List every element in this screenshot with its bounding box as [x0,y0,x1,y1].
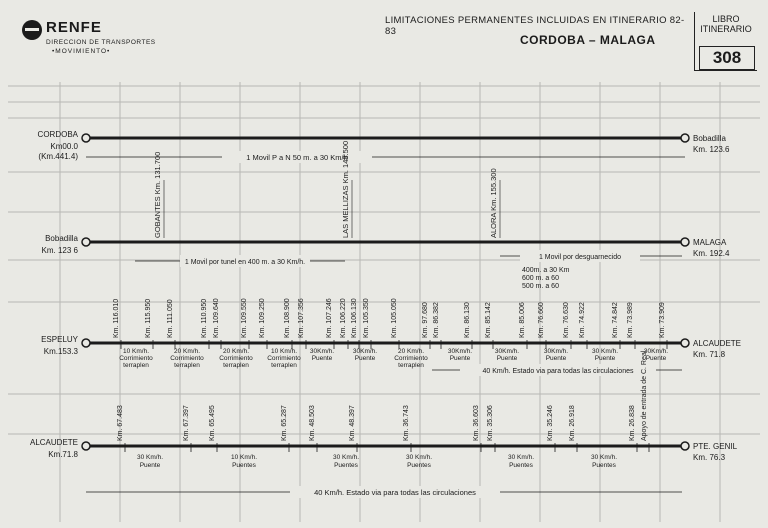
station-end-name: Bobadilla [693,134,726,143]
kilometer-post-label: Km. 35.306 [487,405,494,441]
route-title: CORDOBA – MALAGA [520,33,656,47]
section-note: 1 Movil por desguarnecido [538,254,622,261]
speed-limit: 10 Km/h. [122,348,150,355]
speed-reason: Puente [449,355,471,362]
kilometer-post-label: Km. 36.743 [403,405,410,441]
kilometer-post-label: Km. 65.287 [281,405,288,441]
speed-reason-2: terraplen [123,362,149,369]
kilometer-post-label: Km. 74.842 [612,302,619,338]
speed-limit: 30 Km/h. [590,454,618,461]
kilometer-post-label: Km. 76.660 [538,302,545,338]
speed-reason: Puente [354,355,376,362]
speed-reason: Puentes [334,462,358,469]
speed-reason: Corrimiento [119,355,153,362]
speed-limit: 30 Km/h. [405,454,433,461]
kilometer-post-label: Km. 86.130 [464,302,471,338]
book-label-2: ITINERARIO [700,24,752,34]
speed-reason-2: terraplen [398,362,424,369]
section-note: 40 Km/h. Estado via para todas las circulaciones [314,488,476,497]
speed-reason: Puente [496,355,518,362]
station-end-name: MALAGA [693,238,727,247]
kilometer-post-label: Km. 67.483 [117,405,124,441]
speed-reason: Puente [645,355,667,362]
station-marker-end [681,134,689,142]
station-start-km: Km.71.8 [48,450,78,459]
section-note: 1 Movil P a N 50 m. a 30 Km/h [246,153,348,162]
kilometer-post-label: Km. 26.838 [629,405,636,441]
station-start-km: Km.153.3 [43,347,78,356]
station-end-name: ALCAUDETE [693,339,742,348]
speed-limit: 30Km/h. [494,348,520,355]
speed-limit: 30Km/h. [643,348,669,355]
speed-limit: 10 Km/h. [230,454,258,461]
speed-reason: Corrimiento [267,355,301,362]
speed-reason: Corrimiento [394,355,428,362]
speed-reason: Puentes [232,462,256,469]
kilometer-post-label: Km. 85.006 [519,302,526,338]
kilometer-post-label: Km. 105.350 [363,298,370,338]
speed-limit: 20 Km/h. [173,348,201,355]
kilometer-post-label: Km. 36.603 [473,405,480,441]
speed-limit: 30Km/h. [309,348,335,355]
kilometer-post-label: Km. 85.142 [485,302,492,338]
speed-reason: Puente [594,355,616,362]
brand-name: RENFE [46,19,102,36]
section-note: 40 Km/h. Estado via para todas las circulaciones [482,368,634,375]
speed-limit-detail: 600 m. a 60 [522,275,559,282]
speed-limit: 20 Km/h. [222,348,250,355]
speed-limit: 30 Km/h. [332,454,360,461]
speed-reason-2: terraplen [271,362,297,369]
speed-limit: 30Km/h. [352,348,378,355]
kilometer-post-label: Km. 109.550 [241,298,248,338]
kilometer-post-label: Km. 115.950 [145,298,152,338]
speed-reason: Puentes [592,462,616,469]
book-label-1: LIBRO [712,14,740,24]
kilometer-post-label: Km. 97.680 [422,302,429,338]
speed-limit: 30 Km/h. [591,348,619,355]
kilometer-post-label: GOBANTES Km. 131.700 [153,151,162,238]
kilometer-post-label: Km. 35.246 [547,405,554,441]
station-marker-start [82,339,90,347]
speed-limit: 30 Km/h. [136,454,164,461]
station-start-km2: (Km.441.4) [38,152,78,161]
station-start-km: Km. 123 6 [41,246,78,255]
station-marker-start [82,238,90,246]
station-end-km: Km. 76.3 [693,453,726,462]
speed-reason: Puente [545,355,567,362]
station-start-name: Bobadilla [45,234,78,243]
section-note: 1 Movil por tunel en 400 m. a 30 Km/h. [184,259,306,266]
kilometer-post-label: Km. 76.630 [563,302,570,338]
kilometer-post-label: Km. 109.640 [213,298,220,338]
kilometer-post-label: Km. 116.010 [113,298,120,338]
station-end-km: Km. 71.8 [693,350,726,359]
speed-reason-2: terraplen [223,362,249,369]
kilometer-post-label: Km. 67.397 [183,405,190,441]
station-end-name: PTE. GENIL [693,442,738,451]
station-marker-end [681,238,689,246]
station-start-name: ESPELUY [41,335,78,344]
speed-reason: Puentes [407,462,431,469]
kilometer-post-label: Km. 110.950 [201,298,208,338]
speed-reason: Puentes [509,462,533,469]
speed-limit-detail: 400m. a 30 Km [522,267,570,274]
book-number: 308 [699,46,755,70]
kilometer-post-label: Km. 107.356 [298,298,305,338]
brand-line-1: DIRECCION DE TRANSPORTES [46,39,156,46]
station-marker-start [82,442,90,450]
speed-reason: Corrimiento [170,355,204,362]
kilometer-post-label: ALORA Km. 155.300 [489,168,498,238]
station-marker-end [681,339,689,347]
speed-limit: 30 Km/h. [507,454,535,461]
brand-line-2: •MOVIMIENTO• [52,48,111,55]
speed-limit: 10 Km/h. [270,348,298,355]
station-end-km: Km. 192.4 [693,249,730,258]
speed-reason: Puente [139,462,161,469]
kilometer-post-label: Km. 106.220 [340,298,347,338]
speed-reason: Corrimiento [219,355,253,362]
speed-reason: Puente [311,355,333,362]
kilometer-post-label: LAS MELLIZAS Km. 148.500 [341,140,350,238]
kilometer-post-label: Km. 48.397 [349,405,356,441]
kilometer-post-label: Apoyo de entrada de C. Real [641,350,648,441]
speed-limit: 30Km/h. [543,348,569,355]
station-marker-end [681,442,689,450]
speed-limit-detail: 500 m. a 60 [522,283,559,290]
kilometer-post-label: Km. 111.050 [167,299,174,338]
kilometer-post-label: Km. 73.909 [659,302,666,338]
station-end-km: Km. 123.6 [693,145,730,154]
kilometer-post-label: Km. 107.246 [326,298,333,338]
kilometer-post-label: Km. 73.989 [627,302,634,338]
kilometer-post-label: Km. 74.922 [579,302,586,338]
speed-limit: 30Km/h. [447,348,473,355]
kilometer-post-label: Km. 108.900 [284,298,291,338]
document-title: LIMITACIONES PERMANENTES INCLUIDAS EN ITINERARIO 82-83 [385,15,685,37]
kilometer-post-label: Km. 106.130 [351,298,358,338]
speed-reason-2: terraplen [174,362,200,369]
kilometer-post-label: Km. 109.250 [259,298,266,338]
speed-limit: 20 Km/h. [397,348,425,355]
station-start-km: Km00.0 [50,142,78,151]
kilometer-post-label: Km. 65.495 [209,405,216,441]
station-marker-start [82,134,90,142]
kilometer-post-label: Km. 26.918 [569,405,576,441]
kilometer-post-label: Km. 105.050 [391,298,398,338]
kilometer-post-label: Km. 86.382 [433,302,440,338]
kilometer-post-label: Km. 48.503 [309,405,316,441]
station-start-name: ALCAUDETE [29,438,78,447]
station-start-name: CORDOBA [37,130,78,139]
